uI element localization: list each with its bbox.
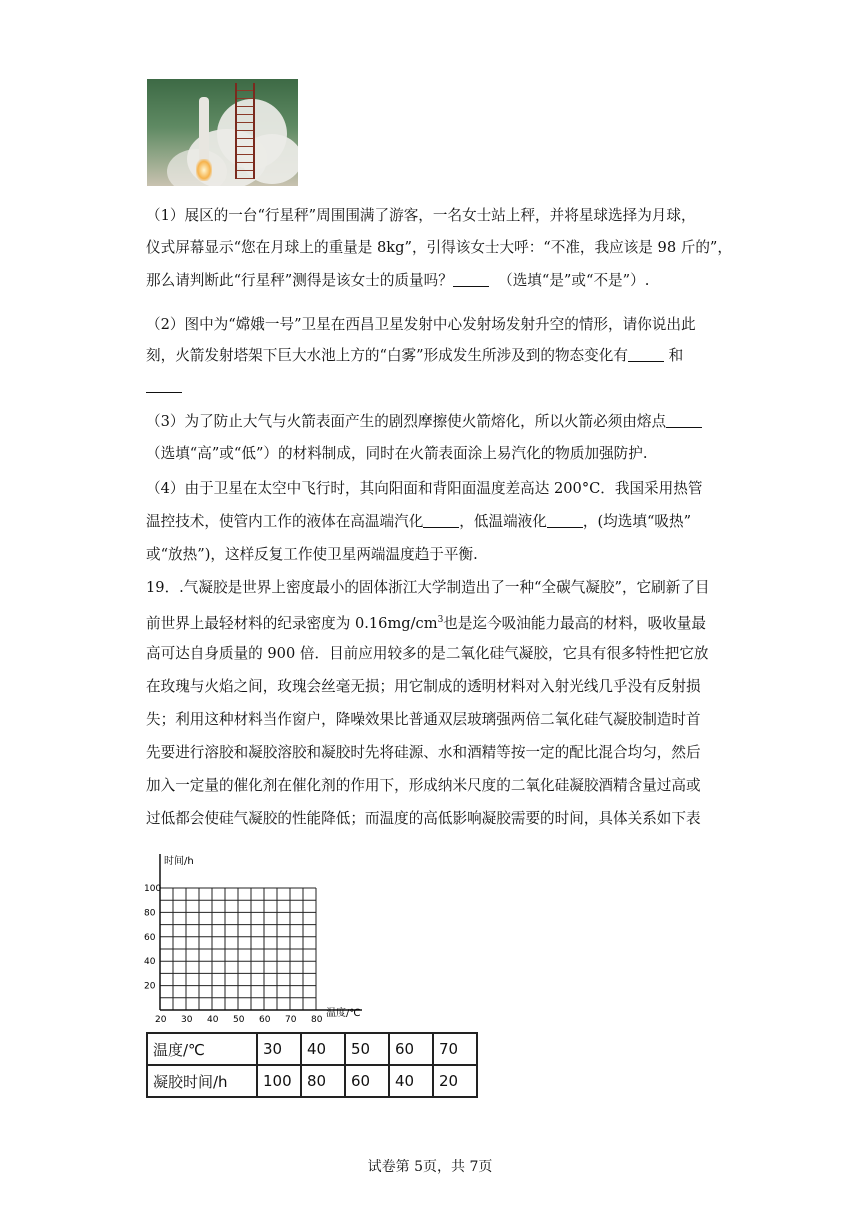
temperature-gel-time-table <box>146 1032 478 1098</box>
chart-axes <box>160 854 362 1010</box>
answer-blank[interactable] <box>146 378 182 393</box>
table-row <box>147 1033 477 1065</box>
q19-line2-rest: 也是迄今吸油能力最高的材料，吸收量最 <box>443 614 706 632</box>
q18-part4-line1: （4）由于卫星在太空中飞行时，其向阳面和背阳面温度差高达 200°C．我国采用热管 <box>146 480 703 497</box>
answer-blank[interactable] <box>666 413 702 428</box>
x-tick-label: 60 <box>259 1015 271 1024</box>
y-tick-label: 80 <box>144 908 156 919</box>
q18-part2-line3 <box>146 376 718 397</box>
rocket-launch-photo <box>147 79 298 186</box>
q19-line2 <box>146 610 718 634</box>
y-tick-label: 100 <box>144 884 162 894</box>
table-cell: 60 <box>389 1033 433 1065</box>
q18-part4-line2 <box>146 511 718 532</box>
q18-part2-line2 <box>146 345 718 366</box>
x-tick-label: 20 <box>155 1015 167 1024</box>
q18-part4-text-c: ，(均选填“吸热” <box>582 513 692 530</box>
page-footer: 试卷第 5页，共 7页 <box>367 1159 493 1175</box>
q18-part4-line3: 或“放热”)，这样反复工作使卫星两端温度趋于平衡. <box>146 546 478 563</box>
q19-line7: 加入一定量的催化剂在催化剂的作用下，形成纳米尺度的二氧化硅凝胶酒精含量过高或 <box>146 777 701 794</box>
launch-tower-icon <box>235 83 255 179</box>
q19-line1: 19．.气凝胶是世界上密度最小的固体浙江大学制造出了一种“全碳气凝胶”，它刷新了目 <box>146 579 710 596</box>
table-row <box>147 1065 477 1097</box>
table-cell: 40 <box>389 1065 433 1097</box>
q19-line8: 过低都会使硅气凝胶的性能降低；而温度的高低影响凝胶需要的时间，具体关系如下表 <box>146 810 701 827</box>
q19-density-text: 前世界上最轻材料的纪录密度为 0.16mg/cm <box>146 614 438 632</box>
q18-part2-text: 刻，火箭发射塔架下巨大水池上方的“白雾”形成发生所涉及到的物态变化有 <box>146 347 628 364</box>
table-cell: 60 <box>345 1065 389 1097</box>
x-tick-label: 70 <box>285 1015 297 1024</box>
q18-part4-text: 温控技术，使管内工作的液体在高温端汽化 <box>146 513 424 530</box>
y-tick-label: 20 <box>144 981 156 992</box>
answer-blank[interactable] <box>423 513 459 528</box>
table-cell: 30 <box>257 1033 301 1065</box>
table-cell: 50 <box>345 1033 389 1065</box>
q18-part3-line2: （选填“高”或“低”）的材料制成，同时在火箭表面涂上易汽化的物质加强防护. <box>146 445 648 462</box>
table-cell: 40 <box>301 1033 345 1065</box>
q18-part1-line2: 仪式屏幕显示“您在月球上的重量是 8kg”，引得该女士大呼：“不准，我应该是 98 斤的”， <box>146 239 732 256</box>
q18-part3-text: （3）为了防止大气与火箭表面产生的剧烈摩擦使火箭熔化，所以火箭必须由熔点 <box>146 413 667 430</box>
answer-blank[interactable] <box>547 513 583 528</box>
rocket-icon <box>199 97 209 161</box>
q19-density-sup: 3 <box>437 615 444 625</box>
q18-part3-line1 <box>146 411 718 432</box>
q19-line4: 在玫瑰与火焰之间，玫瑰会丝毫无损；用它制成的透明材料对入射光线几乎没有反射损 <box>146 678 701 695</box>
q18-part2-line1: （2）图中为“嫦娥一号”卫星在西昌卫星发射中心发射场发射升空的情形，请你说出此 <box>146 316 696 333</box>
q18-part1-line3 <box>146 270 718 291</box>
table-cell: 80 <box>301 1065 345 1097</box>
q19-line6: 先要进行溶胶和凝胶溶胶和凝胶时先将硅源、水和酒精等按一定的配比混合均匀，然后 <box>146 744 701 761</box>
y-tick-label: 40 <box>144 957 156 968</box>
chart-y-label: 时间/h <box>164 856 194 867</box>
table-cell: 70 <box>433 1033 477 1065</box>
gel-time-chart <box>140 848 370 1024</box>
table-row-header: 凝胶时间/h <box>147 1065 257 1097</box>
y-tick-label: 60 <box>144 932 156 943</box>
answer-blank[interactable] <box>453 272 489 287</box>
table-cell: 20 <box>433 1065 477 1097</box>
q18-part1-hint: （选填“是”或“不是”）. <box>498 272 650 289</box>
q19-line3: 高可达自身质量的 900 倍．目前应用较多的是二氧化硅气凝胶，它具有很多特性把它放 <box>146 645 709 662</box>
q18-part2-and: 和 <box>668 347 684 364</box>
x-tick-label: 50 <box>233 1015 245 1024</box>
q19-line5: 失；利用这种材料当作窗户，降噪效果比普通双层玻璃强两倍二氧化硅气凝胶制造时首 <box>146 711 701 728</box>
q18-part1-line1: （1）展区的一台“行星秤”周围围满了游客，一名女士站上秤，并将星球选择为月球， <box>146 207 696 224</box>
chart-x-label: 温度/℃ <box>326 1008 361 1019</box>
x-tick-label: 30 <box>181 1015 193 1024</box>
chart-grid <box>160 888 316 1010</box>
answer-blank[interactable] <box>628 347 664 362</box>
table-cell: 100 <box>257 1065 301 1097</box>
q18-part1-text: 那么请判断此“行星秤”测得是该女士的质量吗？ <box>146 272 453 289</box>
chart-tick-labels <box>144 884 323 1024</box>
x-tick-label: 80 <box>311 1015 323 1024</box>
q18-part4-text-b: ，低温端液化 <box>459 513 547 530</box>
table-row-header: 温度/℃ <box>147 1033 257 1065</box>
x-tick-label: 40 <box>207 1015 219 1024</box>
flame-icon <box>196 159 212 181</box>
